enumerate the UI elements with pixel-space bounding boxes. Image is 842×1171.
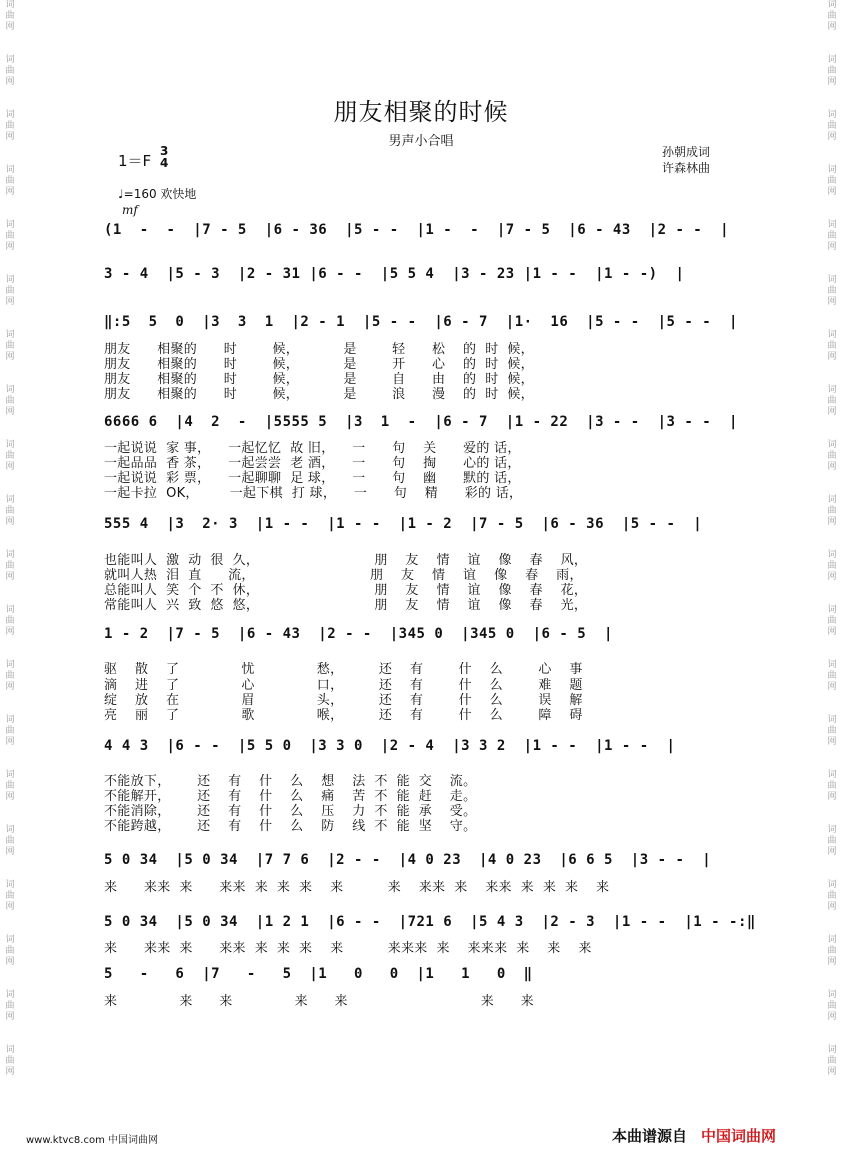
notation-line: 5 - 6 |7 - 5 |1 0 0 |1 1 0 ‖ (104, 966, 533, 982)
notation-line: ‖:5 5 0 |3 3 1 |2 - 1 |5 - - |6 - 7 |1· 16 |5 - - |5 - - | (104, 314, 738, 330)
lyricist-credit: 孙朝成词 (662, 145, 711, 159)
score-row-8 (104, 852, 740, 874)
lyric-line: 不能解开， 还 有 什 么 痛 苦 不 能 赶 走。 (104, 789, 477, 804)
notation-line: 4 4 3 |6 - - |5 5 0 |3 3 0 |2 - 4 |3 3 2 |1 - - |1 - - | (104, 738, 676, 754)
score-row-6 (104, 626, 740, 648)
lyric-line: 绽 放 在 眉 头， 还 有 什 么 误 解 (104, 693, 583, 708)
score-row-4 (104, 414, 740, 436)
notation-line: (1 - - |7 - 5 |6 - 36 |5 - - |1 - - |7 - 5 |6 - 43 |2 - - | (104, 222, 730, 238)
lyric-line: 常能叫人 兴 致 悠 悠， 朋 友 情 谊 像 春 光， (104, 598, 588, 613)
time-signature-top: 3 (160, 144, 169, 158)
notation-line: 5 0 34 |5 0 34 |1 2 1 |6 - - |721 6 |5 4 3 |2 - 3 |1 - - |1 - -:‖ (104, 914, 756, 930)
lyric-line: 一起品品 香 茶， 一起尝尝 老 酒， 一 句 掏 心的 话， (104, 456, 521, 471)
song-title: 朋友相聚的时候 (333, 98, 509, 126)
score-row-7 (104, 738, 740, 760)
lyric-line: 不能消除， 还 有 什 么 压 力 不 能 承 受。 (104, 804, 477, 819)
score-row-9 (104, 914, 756, 936)
composer-credit: 许森林曲 (662, 161, 711, 175)
lyric-line: 滴 进 了 心 口， 还 有 什 么 难 题 (104, 678, 583, 693)
lyric-line: 来 来来 来 来来 来 来 来 来 来来来 来 来来来 来 来 来 (104, 941, 592, 956)
tempo-marking: ♩=160 欢快地 (118, 187, 197, 201)
time-signature-bottom: 4 (160, 156, 169, 170)
song-subtitle: 男声小合唱 (388, 134, 454, 149)
notation-line: 3 - 4 |5 - 3 |2 - 31 |6 - - |5 5 4 |3 - 23 |1 - - |1 - -) | (104, 266, 685, 282)
lyric-line: 不能跨越， 还 有 什 么 防 线 不 能 坚 守。 (104, 819, 477, 834)
lyric-line: 总能叫人 笑 个 不 休， 朋 友 情 谊 像 春 花， (104, 583, 588, 598)
key-signature: 1＝F (118, 152, 152, 170)
lyric-line: 朋友 相聚的 时 候， 是 自 由 的 时 候， (104, 372, 534, 387)
notation-line: 5 0 34 |5 0 34 |7 7 6 |2 - - |4 0 23 |4 0 23 |6 6 5 |3 - - | (104, 852, 712, 868)
time-signature (160, 145, 168, 169)
score-row-3 (104, 314, 740, 336)
lyric-line: 亮 丽 了 歌 喉， 还 有 什 么 障 碍 (104, 708, 583, 723)
notation-line: 1 - 2 |7 - 5 |6 - 43 |2 - - |345 0 |345 0 |6 - 5 | (104, 626, 613, 642)
lyric-line: 驱 散 了 忧 愁， 还 有 什 么 心 事 (104, 662, 583, 677)
score-row-5 (104, 516, 740, 538)
lyric-line: 一起说说 家 事， 一起忆忆 故 旧， 一 句 关 爱的 话， (104, 441, 521, 456)
lyric-line: 一起卡拉 OK， 一起下棋 打 球， 一 句 精 彩的 话， (104, 486, 523, 501)
lyric-line: 朋友 相聚的 时 候， 是 开 心 的 时 候， (104, 357, 534, 372)
lyric-line: 朋友 相聚的 时 候， 是 浪 漫 的 时 候， (104, 387, 534, 402)
score-row-2 (104, 266, 740, 288)
footer-source-label: 本曲谱源自 (612, 1127, 688, 1145)
lyric-line: 朋友 相聚的 时 候， 是 轻 松 的 时 候， (104, 342, 534, 357)
lyric-line: 就叫人热 泪 直 流， 朋 友 情 谊 像 春 雨， (104, 568, 583, 583)
score-row-1 (104, 222, 740, 244)
notation-line: 555 4 |3 2· 3 |1 - - |1 - - |1 - 2 |7 - 5 |6 - 36 |5 - - | (104, 516, 703, 532)
lyric-line: 一起说说 彩 票， 一起聊聊 足 球， 一 句 幽 默的 话， (104, 471, 521, 486)
footer-source (612, 1125, 776, 1146)
footer-site: www.ktvc8.com 中国词曲网 (26, 1135, 159, 1146)
lyric-line: 来 来来 来 来来 来 来 来 来 来 来来 来 来来 来 来 来 来 (104, 880, 610, 895)
notation-line: 6666 6 |4 2 - |5555 5 |3 1 - |6 - 7 |1 - 22 |3 - - |3 - - | (104, 414, 738, 430)
watermark-left: 词 曲 网 词 曲 网 词 曲 网 词 曲 网 词 曲 网 词 曲 网 词 曲 网 词 曲 网 词 曲 网 词 曲 网 词 曲 网 词 曲 网 词 曲 网 词 曲 网 词 曲 网 词 曲 网 词 曲 网 词 曲 网 词 曲 网 词 曲 网 (5, 0, 15, 1077)
footer-brand: 中国词曲网 (701, 1127, 777, 1145)
score-row-10 (104, 966, 740, 988)
watermark-right: 词 曲 网 词 曲 网 词 曲 网 词 曲 网 词 曲 网 词 曲 网 词 曲 网 词 曲 网 词 曲 网 词 曲 网 词 曲 网 词 曲 网 词 曲 网 词 曲 网 词 曲 网 词 曲 网 词 曲 网 词 曲 网 词 曲 网 词 曲 网 (827, 0, 837, 1077)
lyric-line: 不能放下， 还 有 什 么 想 法 不 能 交 流。 (104, 774, 477, 789)
dynamic-marking: mf (122, 203, 138, 217)
lyric-line: 来 来 来 来 来 来 来 (104, 994, 534, 1009)
lyric-line: 也能叫人 激 动 很 久， 朋 友 情 谊 像 春 风， (104, 553, 588, 568)
